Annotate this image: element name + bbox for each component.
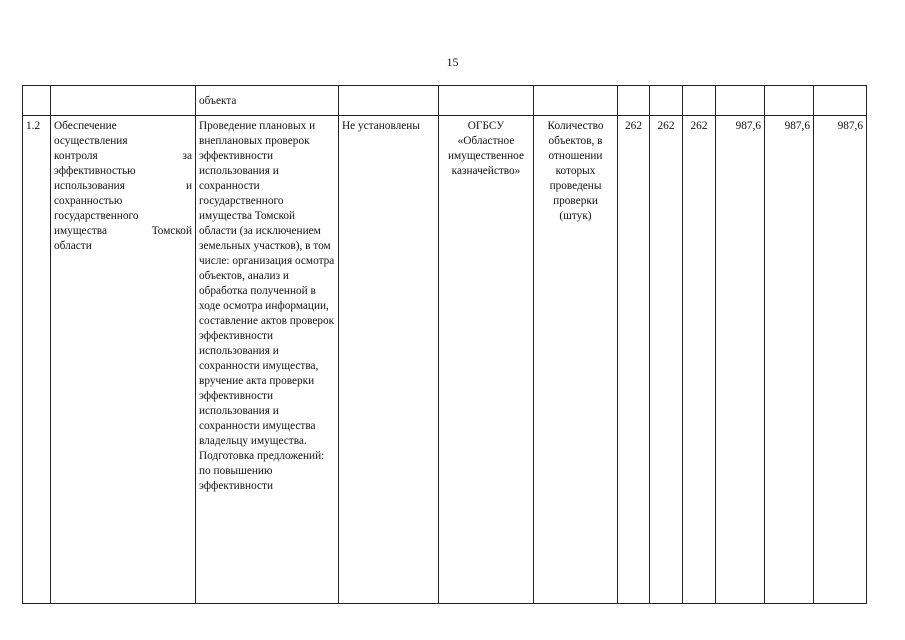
goal-line: сохранностью bbox=[54, 195, 123, 207]
plan-table bbox=[22, 85, 867, 604]
cell-empty bbox=[765, 86, 814, 116]
goal-line: имущества Томской bbox=[54, 225, 192, 237]
goal-line: контроля за bbox=[54, 150, 192, 162]
deadline-cell: Не установлены bbox=[339, 116, 439, 604]
value-cell: 262 bbox=[618, 116, 650, 604]
goal-line: государственного bbox=[54, 210, 139, 222]
value-cell: 262 bbox=[650, 116, 683, 604]
cell-empty bbox=[814, 86, 867, 116]
cell-empty bbox=[618, 86, 650, 116]
goal-line: эффективностью bbox=[54, 165, 136, 177]
row-number: 1.2 bbox=[23, 116, 51, 604]
page-number: 15 bbox=[446, 55, 459, 69]
cell-empty bbox=[51, 86, 196, 116]
cell-empty bbox=[716, 86, 765, 116]
value-cell: 987,6 bbox=[814, 116, 867, 604]
cell-empty bbox=[534, 86, 618, 116]
value-cell: 262 bbox=[683, 116, 716, 604]
goal-cell bbox=[51, 116, 196, 604]
cell-empty bbox=[23, 86, 51, 116]
activity-cell: Проведение плановых и внеплановых проверок эффективности использования и сохранности государственного имущества Томской области (за исключением земельных участков), в том числе: организация осмотра объектов, анализ и обработка полученной в ходе осмотра информации, составление актов проверок эффективности использования и сохранности имущества, вручение акта проверки эффективности использования и сохранности имущества владельцу имущества. Подготовка предложений: по повышению эффективности bbox=[196, 116, 339, 604]
goal-line: области bbox=[54, 240, 92, 252]
value-cell: 987,6 bbox=[765, 116, 814, 604]
cell-empty bbox=[439, 86, 534, 116]
continuation-cell: объекта bbox=[196, 86, 339, 116]
continuation-row bbox=[23, 86, 867, 116]
executor-cell: ОГБСУ «Областное имущественное казначейство» bbox=[439, 116, 534, 604]
goal-line: Обеспечение bbox=[54, 120, 117, 132]
goal-line: использования и bbox=[54, 180, 192, 192]
cell-empty bbox=[683, 86, 716, 116]
table-row bbox=[23, 116, 867, 604]
cell-empty bbox=[650, 86, 683, 116]
indicator-cell: Количество объектов, в отношении которых проведены проверки (штук) bbox=[534, 116, 618, 604]
goal-line: осуществления bbox=[54, 135, 128, 147]
value-cell: 987,6 bbox=[716, 116, 765, 604]
cell-empty bbox=[339, 86, 439, 116]
